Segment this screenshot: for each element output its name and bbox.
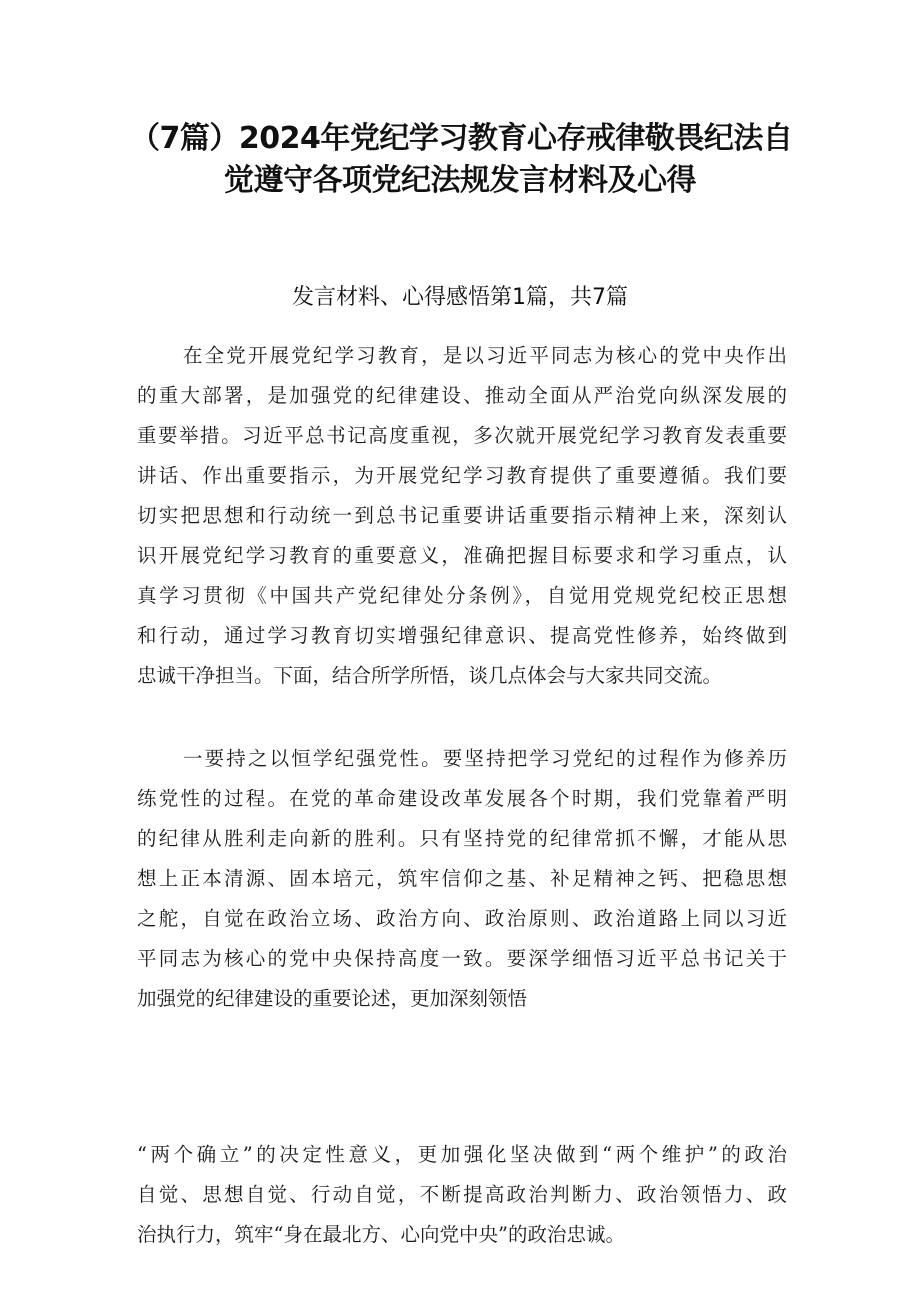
text-line: 一要持之以恒学纪强党性。要坚持把学习党纪的过程作为修养历 [183,747,787,770]
text-line: 和行动，通过学习教育切实增强纪律意识、提高党性修养，始终做到 [137,624,787,647]
text-line: 想上正本清源、固本培元，筑牢信仰之基、补足精神之钙、把稳思想 [137,867,787,890]
text-line: 自觉、思想自觉、行动自觉，不断提高政治判断力、政治领悟力、政 [137,1183,787,1206]
title-line-1: （7篇）2024年党纪学习教育心存戒律敬畏纪法自 [130,121,793,156]
text-line: 之舵，自觉在政治立场、政治方向、政治原则、政治道路上同以习近 [137,907,787,930]
document-title [130,118,793,202]
text-line: 讲话、作出重要指示，为开展党纪学习教育提供了重要遵循。我们要 [137,464,787,487]
text-line: “两个确立”的决定性意义，更加强化坚决做到“两个维护”的政治 [137,1143,787,1166]
paragraph-3 [137,1135,787,1255]
text-line: 识开展党纪学习教育的重要意义，准确把握目标要求和学习重点，认 [137,544,787,567]
text-line: 的重大部署，是加强党的纪律建设、推动全面从严治党向纵深发展的 [137,384,787,407]
text-line: 重要举措。习近平总书记高度重视，多次就开展党纪学习教育发表重要 [137,424,787,447]
title-line-2: 觉遵守各项党纪法规发言材料及心得 [224,163,696,198]
document-subtitle: 发言材料、心得感悟第1篇，共7篇 [292,285,628,310]
paragraph-2 [137,739,787,1019]
text-line: 的纪律从胜利走向新的胜利。只有坚持党的纪律常抓不懈，才能从思 [137,827,787,850]
text-line: 治执行力，筑牢“身在最北方、心向党中央”的政治忠诚。 [137,1223,625,1246]
text-line: 忠诚干净担当。下面，结合所学所悟，谈几点体会与大家共同交流。 [137,664,723,687]
paragraph-1 [137,336,787,696]
text-line: 练党性的过程。在党的革命建设改革发展各个时期，我们党靠着严明 [137,787,787,810]
text-line: 平同志为核心的党中央保持高度一致。要深学细悟习近平总书记关于 [137,947,787,970]
text-line: 在全党开展党纪学习教育，是以习近平同志为核心的党中央作出 [183,344,787,367]
text-line: 切实把思想和行动统一到总书记重要讲话重要指示精神上来，深刻认 [137,504,787,527]
text-line: 加强党的纪律建设的重要论述，更加深刻领悟 [137,987,528,1010]
text-line: 真学习贯彻《中国共产党纪律处分条例》，自觉用党规党纪校正思想 [137,584,787,607]
